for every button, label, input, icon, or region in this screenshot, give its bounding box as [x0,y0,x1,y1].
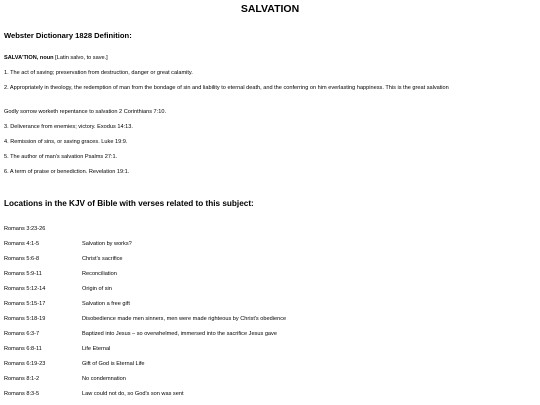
verse-reference: Romans 3:23-26 [4,226,46,232]
verse-description: Reconciliation [82,271,117,277]
definition-line: 2. Appropriately in theology, the redemption of man from the bondage of sin and liability to eternal death, and the conferring on him everlasting happiness. This is the great salvation [4,85,449,91]
verse-description: Origin of sin [82,286,112,292]
dictionary-heading: Webster Dictionary 1828 Definition: [4,31,132,40]
verse-reference: Romans 5:15-17 [4,301,46,307]
definition-line: 6. A term of praise or benediction. Revelation 19:1. [4,169,130,175]
definition-etymology: [Latin salvo, to save.] [53,55,108,61]
verse-reference: Romans 8:3-5 [4,391,40,397]
verse-reference: Romans 4:1-5 [4,241,40,247]
verse-reference: Romans 5:18-19 [4,316,46,322]
verse-description: Life Eternal [82,346,111,352]
verse-reference: Romans 8:1-2 [4,376,40,382]
kjv-heading: Locations in the KJV of Bible with verses related to this subject: [4,199,254,208]
verse-description: Law could not do, so God's son was sent [82,391,184,397]
definition-entry [4,55,524,62]
verse-description: Baptized into Jesus – so overwhelmed, immersed into the sacrifice Jesus gave [82,331,277,337]
verse-reference: Romans 5:12-14 [4,286,46,292]
definition-line: 4. Remission of sins, or saving graces. Luke 19:9. [4,139,128,145]
verse-description: Disobedience made men sinners, men were made righteous by Christ's obedience [82,316,287,322]
verse-reference: Romans 5:9-11 [4,271,42,277]
verse-reference: Romans 6:19-23 [4,361,46,367]
definition-line: 5. The author of man's salvation Psalms 27:1. [4,154,118,160]
definition-line: 3. Deliverance from enemies; victory. Exodus 14:13. [4,124,133,130]
definition-line: Godly sorrow worketh repentance to salvation 2 Corinthians 7:10. [4,109,166,115]
verse-description: No condemnation [82,376,126,382]
verse-description: Salvation a free gift [82,301,130,307]
page-title: SALVATION [240,3,300,15]
definition-line: 1. The act of saving; preservation from destruction, danger or great calamity. [4,70,193,76]
verse-description: Gift of God is Eternal Life [82,361,145,367]
verse-description: Christ's sacrifice [82,256,123,262]
verse-reference: Romans 5:6-8 [4,256,40,262]
verse-description: Salvation by works? [82,241,132,247]
verse-reference: Romans 6:3-7 [4,331,40,337]
verse-reference: Romans 6:8-11 [4,346,42,352]
definition-term: SALVA'TION, noun [4,55,54,61]
